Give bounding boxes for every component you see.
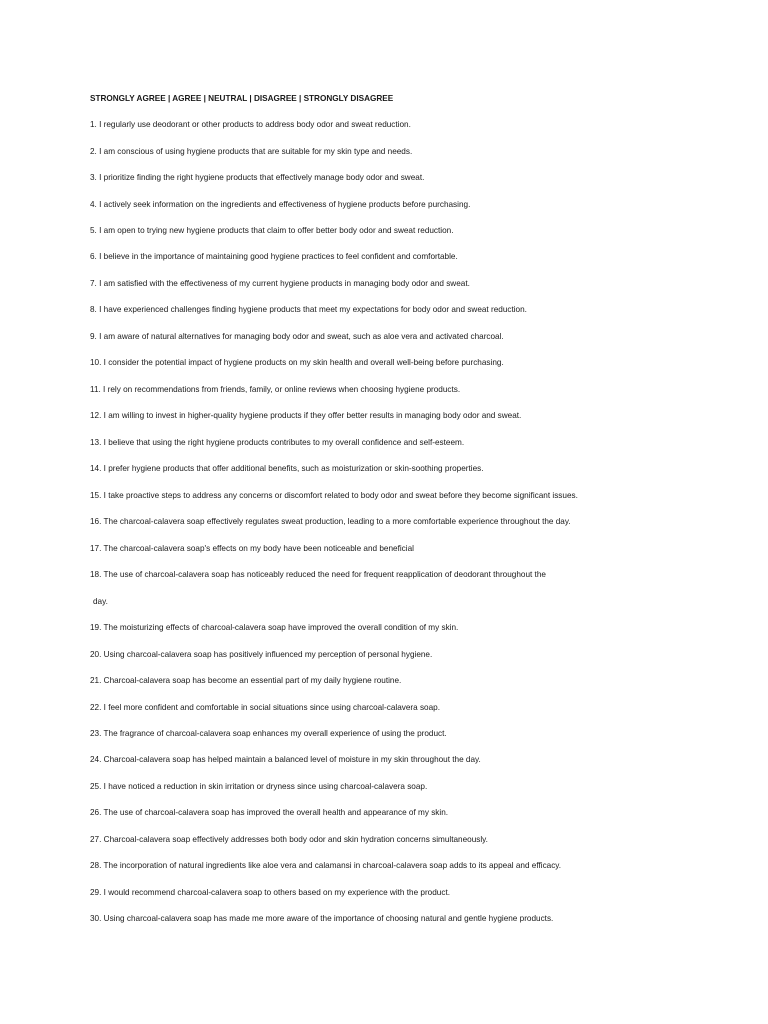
statement-9: 9. I am aware of natural alternatives for managing body odor and sweat, such as aloe vera and activated charcoal. xyxy=(90,332,504,341)
likert-scale-header: STRONGLY AGREE | AGREE | NEUTRAL | DISAGREE | STRONGLY DISAGREE xyxy=(90,94,394,103)
statement-27: 27. Charcoal-calavera soap effectively addresses both body odor and skin hydration concerns simultaneously. xyxy=(90,835,488,844)
statement-7: 7. I am satisfied with the effectiveness of my current hygiene products in managing body odor and sweat. xyxy=(90,279,470,288)
statement-22: 22. I feel more confident and comfortable in social situations since using charcoal-calavera soap. xyxy=(90,703,440,712)
statement-21: 21. Charcoal-calavera soap has become an essential part of my daily hygiene routine. xyxy=(90,676,402,685)
statement-2: 2. I am conscious of using hygiene products that are suitable for my skin type and needs. xyxy=(90,147,413,156)
statement-20: 20. Using charcoal-calavera soap has positively influenced my perception of personal hygiene. xyxy=(90,650,433,659)
statement-28: 28. The incorporation of natural ingredients like aloe vera and calamansi in charcoal-calavera soap adds to its appeal and efficacy. xyxy=(90,861,562,870)
statement-17: 17. The charcoal-calavera soap's effects on my body have been noticeable and beneficial xyxy=(90,544,414,553)
statement-8: 8. I have experienced challenges finding hygiene products that meet my expectations for body odor and sweat reduction. xyxy=(90,305,527,314)
statement-4: 4. I actively seek information on the ingredients and effectiveness of hygiene products before purchasing. xyxy=(90,200,471,209)
statement-23: 23. The fragrance of charcoal-calavera soap enhances my overall experience of using the product. xyxy=(90,729,447,738)
statement-3: 3. I prioritize finding the right hygiene products that effectively manage body odor and sweat. xyxy=(90,173,425,182)
statement-12: 12. I am willing to invest in higher-quality hygiene products if they offer better results in managing body odor and sweat. xyxy=(90,411,522,420)
statement-10: 10. I consider the potential impact of hygiene products on my skin health and overall well-being before purchasing. xyxy=(90,358,504,367)
statement-5: 5. I am open to trying new hygiene products that claim to offer better body odor and sweat reduction. xyxy=(90,226,454,235)
statement-13: 13. I believe that using the right hygiene products contributes to my overall confidence and self-esteem. xyxy=(90,438,465,447)
statement-29: 29. I would recommend charcoal-calavera soap to others based on my experience with the product. xyxy=(90,888,450,897)
statement-16: 16. The charcoal-calavera soap effectively regulates sweat production, leading to a more comfortable experience throughout the day. xyxy=(90,517,571,526)
statement-19: 19. The moisturizing effects of charcoal-calavera soap have improved the overall condition of my skin. xyxy=(90,623,459,632)
statement-24: 24. Charcoal-calavera soap has helped maintain a balanced level of moisture in my skin throughout the day. xyxy=(90,755,481,764)
statement-6: 6. I believe in the importance of maintaining good hygiene practices to feel confident and comfortable. xyxy=(90,252,458,261)
statement-18-continuation: day. xyxy=(93,597,108,606)
statement-11: 11. I rely on recommendations from friends, family, or online reviews when choosing hygiene products. xyxy=(90,385,461,394)
statement-15: 15. I take proactive steps to address any concerns or discomfort related to body odor and sweat before they become significant issues. xyxy=(90,491,578,500)
statement-26: 26. The use of charcoal-calavera soap has improved the overall health and appearance of my skin. xyxy=(90,808,449,817)
statement-14: 14. I prefer hygiene products that offer additional benefits, such as moisturization or skin-soothing properties. xyxy=(90,464,484,473)
statement-18: 18. The use of charcoal-calavera soap has noticeably reduced the need for frequent reapplication of deodorant throughout the xyxy=(90,570,546,579)
statement-30: 30. Using charcoal-calavera soap has made me more aware of the importance of choosing natural and gentle hygiene products. xyxy=(90,914,554,923)
statement-1: 1. I regularly use deodorant or other products to address body odor and sweat reduction. xyxy=(90,120,411,129)
statement-25: 25. I have noticed a reduction in skin irritation or dryness since using charcoal-calavera soap. xyxy=(90,782,428,791)
